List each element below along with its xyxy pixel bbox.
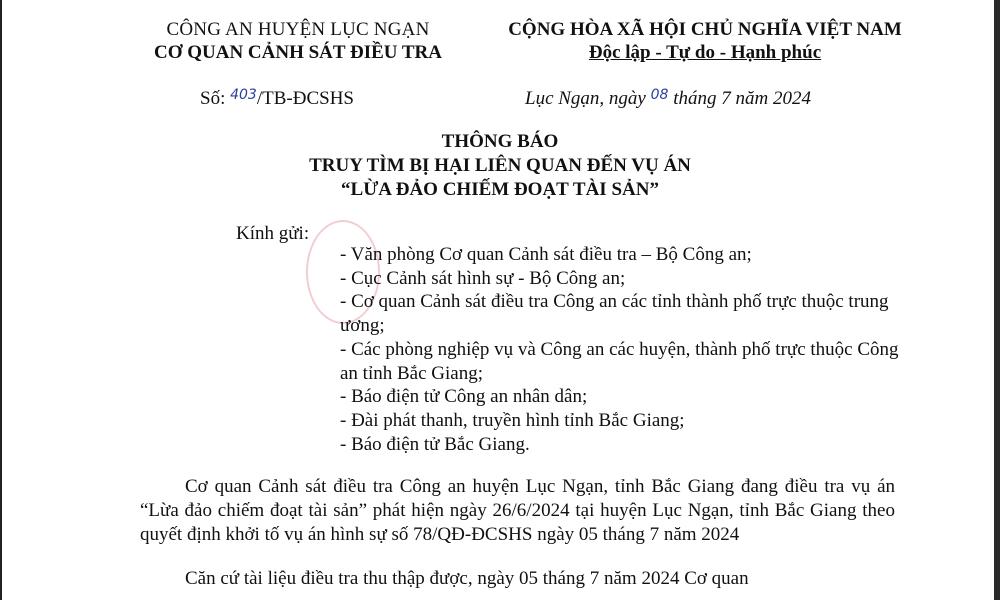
handwritten-day: 08 [650,87,669,103]
national-header [470,18,940,64]
recipient-item: - Báo điện tử Công an nhân dân; [340,386,588,408]
date-line [525,88,811,110]
document-number [200,88,354,110]
recipient-item: - Cục Cảnh sát hình sự - Bộ Công an; [340,267,626,289]
title-line-3: “LỪA ĐẢO CHIẾM ĐOẠT TÀI SẢN” [341,179,659,200]
recipient-item: - Báo điện tử Bắc Giang. [340,433,530,455]
country-name: CỘNG HÒA XÃ HỘI CHỦ NGHĨA VIỆT NAM [508,19,902,40]
body-paragraph-1: Cơ quan Cảnh sát điều tra Công an huyện Lục Ngạn, tỉnh Bắc Giang đang điều tra vụ án “Lừa đảo chiếm đoạt tài sản” phát hiện ngày 26/6/2024 tại huyện Lục Ngạn, tỉnh Bắc Giang theo quyết định khởi tố vụ án hình sự số 78/QĐ-ĐCSHS ngày 05 tháng 7 năm 2024 [140,476,895,545]
doc-number-suffix: /TB-ĐCSHS [256,88,354,109]
title-line-2: TRUY TÌM BỊ HẠI LIÊN QUAN ĐẾN VỤ ÁN [309,155,691,176]
recipient-item: - Đài phát thanh, truyền hình tỉnh Bắc Giang; [340,409,685,431]
recipient-item: - Văn phòng Cơ quan Cảnh sát điều tra – Bộ Công an; [340,244,752,265]
salutation: Kính gửi: [236,223,310,244]
recipient-list [340,243,900,456]
agency-name: CÔNG AN HUYỆN LỤC NGẠN [166,19,430,40]
title-line-1: THÔNG BÁO [441,131,559,152]
national-motto: Độc lập - Tự do - Hạnh phúc [588,42,822,63]
office-name: CƠ QUAN CẢNH SÁT ĐIỀU TRA [153,42,443,63]
date-month-year: tháng 7 năm 2024 [668,88,811,109]
doc-number-prefix: Số: [200,88,231,109]
scan-left-edge [0,0,2,600]
handwritten-doc-number: 403 [230,87,257,103]
body-paragraph-2: Căn cứ tài liệu điều tra thu thập được, ngày 05 tháng 7 năm 2024 Cơ quan [185,568,749,589]
recipient-item: - Cơ quan Cảnh sát điều tra Công an các tỉnh thành phố trực thuộc trung ương; [340,291,889,337]
scan-right-edge [994,0,1000,600]
issuing-agency-header [128,18,468,64]
notice-title [200,130,800,202]
recipient-item: - Các phòng nghiệp vụ và Công an các huyện, thành phố trực thuộc Công an tỉnh Bắc Giang; [340,338,899,384]
date-place: Lục Ngạn, ngày [525,88,651,109]
